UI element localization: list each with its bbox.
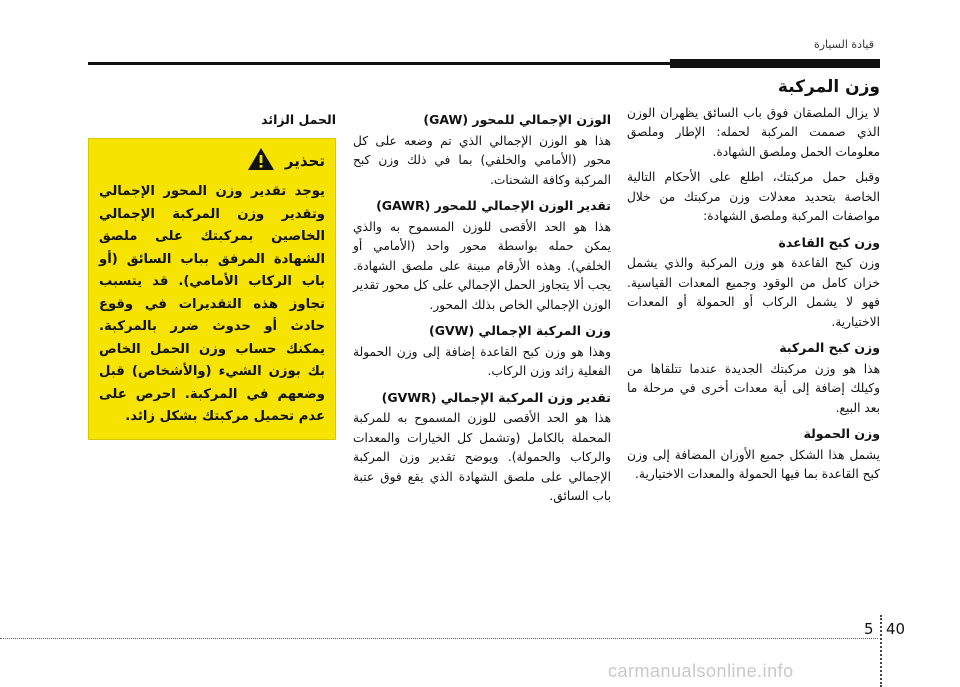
paragraph-vehicle-curb-weight: هذا هو وزن مركبتك الجديدة عندما تتلقاها من وكيلك إضافة إلى أية معدات أخرى في مرحلة ما بعد البيع. bbox=[627, 361, 880, 415]
subheading-gawr: تقدير الوزن الإجمالي للمحور (GAWR) bbox=[376, 198, 611, 213]
section-title: وزن المركبة bbox=[777, 77, 880, 97]
warning-triangle-icon bbox=[247, 147, 275, 178]
section-number: 5 bbox=[864, 620, 874, 638]
subheading-overloading: الحمل الزائد bbox=[261, 112, 336, 127]
intro-paragraph-2: وقبل حمل مركبتك، اطلع على الأحكام التالية الخاصة بتحديد معدلات وزن مركبتك من خلال مواصفات المركبة وملصق الشهادة: bbox=[627, 170, 880, 223]
subheading-gaw: الوزن الإجمالي للمحور (GAW) bbox=[423, 112, 611, 127]
subheading-vehicle-curb-weight: وزن كبح المركبة bbox=[779, 340, 880, 355]
warning-header bbox=[99, 147, 325, 178]
column-middle bbox=[353, 106, 611, 513]
warning-title: تحذير bbox=[284, 152, 325, 170]
subheading-gvwr: تقدير وزن المركبة الإجمالي (GVWR) bbox=[381, 389, 611, 405]
paragraph-gawr: هذا هو الحد الأقصى للوزن المسموح به والذي يمكن حمله بواسطة محور واحد (الأمامي أو الخلفي). وهذه الأرقام مبينة على ملصق الشهادة. يجب ألا يتجاوز الحمل الإجمالي على كل محور تقدير الوزن الإجمالي الخاص بذلك المحور. bbox=[353, 219, 611, 312]
paragraph-gaw: هذا هو الوزن الإجمالي الذي تم وضعه على كل محور (الأمامي والخلفي) بما في ذلك وزن كبح المركبة وكافة الشحنات. bbox=[353, 133, 611, 187]
paragraph-gvw: وهذا هو وزن كبح القاعدة إضافة إلى وزن الحمولة الفعلية زائد وزن الركاب. bbox=[353, 344, 611, 378]
subheading-base-curb-weight: وزن كبح القاعدة bbox=[778, 234, 880, 250]
subheading-gvw: وزن المركبة الإجمالي (GVW) bbox=[429, 323, 611, 338]
chapter-header: قيادة السيارة bbox=[813, 38, 874, 51]
paragraph-cargo-weight: يشمل هذا الشكل جميع الأوزان المضافة إلى وزن كبح القاعدة بما فيها الحمولة والمعدات الاختيارية. bbox=[627, 447, 880, 481]
paragraph-gvwr: هذا هو الحد الأقصى للوزن المسموح به للمركبة المحملة بالكامل (وتشمل كل الخيارات والمعدات والركاب والحمولة). ويوضح تقدير وزن المركبة الإجمالي على ملصق الشهادة الذي يقع فوق عتبة باب السائق. bbox=[353, 411, 611, 503]
watermark: carmanualsonline.info bbox=[608, 661, 794, 681]
warning-text: يوجد تقدير وزن المحور الإجمالي وتقدير وزن المركبة الإجمالي الخاصين بمركبتك على ملصق الشهادة المرفق بباب السائق (أو باب الركاب الأمامي). قد يتسبب تجاوز هذه التقديرات في وقوع حادث أو حدوث ضرر بالمركبة. يمكنك حساب وزن الحمل الخاص بك بوزن الشيء (والأشخاص) قبل وضعهم في المركبة. احرص على عدم تحميل مركبتك بشكل زائد. bbox=[99, 184, 325, 424]
column-left bbox=[88, 106, 336, 440]
intro-paragraph: لا يزال الملصقان فوق باب السائق يظهران الوزن الذي صممت المركبة لحمله: الإطار وملصق معلومات الحمل وملصق الشهادة. bbox=[627, 105, 880, 159]
paragraph-base-curb-weight: وزن كبح القاعدة هو وزن المركبة والذي يشمل خزان كامل من الوقود وجميع المعدات القياسية. فهو لا يشمل الركاب أو الحمولة أو المعدات الاختيارية. bbox=[627, 256, 880, 329]
page-number: 40 bbox=[886, 620, 906, 638]
footer-divider bbox=[880, 615, 882, 687]
column-right bbox=[627, 78, 880, 491]
header-rule-accent bbox=[670, 59, 880, 68]
warning-box bbox=[88, 138, 336, 440]
subheading-cargo-weight: وزن الحمولة bbox=[803, 426, 880, 441]
footer-rule bbox=[0, 638, 878, 639]
